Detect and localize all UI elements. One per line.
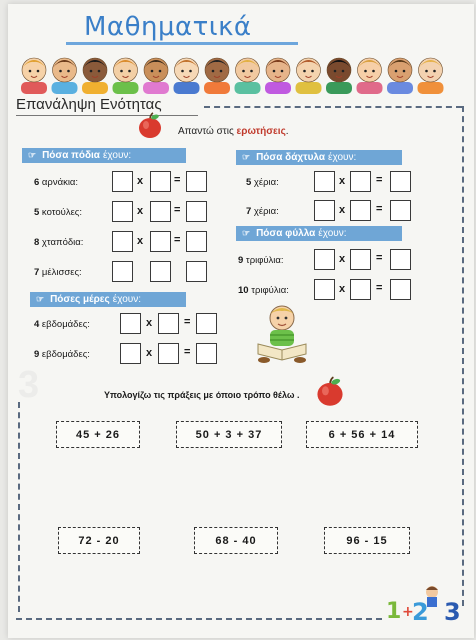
answer-box-factor[interactable]: [350, 249, 371, 270]
page-title: Μαθηματικά: [84, 12, 252, 42]
answer-box-factor[interactable]: [112, 261, 133, 282]
answer-box-result[interactable]: [390, 200, 411, 221]
answer-box-result[interactable]: [186, 201, 207, 222]
answer-box-factor[interactable]: [150, 261, 171, 282]
answer-box-factor[interactable]: [314, 249, 335, 270]
answer-box-factor[interactable]: [120, 343, 141, 364]
section-header-legs: ☞ Πόσα πόδια έχουν:: [22, 148, 186, 163]
logo-digit-2: 2: [412, 598, 429, 624]
calc-problem-5: 68 - 40: [194, 527, 278, 554]
legs-row-1-label: 6 αρνάκια:: [34, 177, 79, 188]
numbers-logo: [384, 584, 468, 624]
times-sign: x: [137, 175, 144, 187]
answer-box-result[interactable]: [390, 249, 411, 270]
answer-box-result[interactable]: [390, 171, 411, 192]
leaves-row-2-label: 10 τριφύλια:: [238, 285, 289, 296]
answer-box-factor[interactable]: [112, 201, 133, 222]
answer-box-factor[interactable]: [314, 279, 335, 300]
times-sign: x: [146, 317, 153, 329]
times-sign: x: [339, 204, 346, 216]
legs-row-4-label: 7 μέλισσες:: [34, 267, 82, 278]
times-sign: x: [137, 235, 144, 247]
equals-sign: =: [184, 346, 191, 358]
children-banner-illustration: [18, 48, 466, 94]
section-header-leaves: ☞ Πόσα φύλλα έχουν:: [236, 226, 402, 241]
answer-box-result[interactable]: [390, 279, 411, 300]
calc-problem-1: 45 + 26: [56, 421, 140, 448]
calculation-instruction: Υπολογίζω τις πράξεις με όποιο τρόπο θέλω .: [104, 390, 300, 400]
answer-box-factor[interactable]: [158, 313, 179, 334]
answer-box-result[interactable]: [196, 313, 217, 334]
faint-background-digit: 3: [18, 364, 40, 406]
section-header-days: ☞ Πόσες μέρες έχουν:: [30, 292, 186, 307]
days-row-1-label: 4 εβδομάδες:: [34, 319, 90, 330]
answer-box-factor[interactable]: [120, 313, 141, 334]
equals-sign: =: [376, 282, 383, 294]
frame-bottom-dash: [16, 618, 382, 620]
answer-box-factor[interactable]: [150, 201, 171, 222]
frame-top-dash: [204, 106, 462, 108]
worksheet-page: [8, 4, 474, 638]
fingers-row-1-label: 5 χέρια:: [246, 177, 279, 188]
pointer-hand-icon: ☞: [242, 152, 251, 162]
calc-problem-3: 6 + 56 + 14: [306, 421, 418, 448]
times-sign: x: [339, 175, 346, 187]
answer-box-factor[interactable]: [112, 231, 133, 252]
legs-row-3-label: 8 χταπόδια:: [34, 237, 84, 248]
answer-box-result[interactable]: [186, 231, 207, 252]
answer-box-factor[interactable]: [112, 171, 133, 192]
calc-problem-6: 96 - 15: [324, 527, 410, 554]
frame-left-dash: [18, 402, 20, 612]
fingers-row-2-label: 7 χέρια:: [246, 206, 279, 217]
pointer-hand-icon: ☞: [242, 228, 251, 238]
reading-child-illustration: [254, 302, 312, 364]
answer-box-result[interactable]: [186, 261, 207, 282]
logo-digit-3: 3: [444, 598, 461, 624]
pointer-hand-icon: ☞: [28, 150, 37, 160]
legs-row-2-label: 5 κοτούλες:: [34, 207, 83, 218]
title-underline: [66, 42, 298, 45]
equals-sign: =: [376, 252, 383, 264]
answer-box-result[interactable]: [186, 171, 207, 192]
subtitle-underline: [16, 115, 198, 116]
times-sign: x: [339, 283, 346, 295]
leaves-row-1-label: 9 τριφύλια:: [238, 255, 284, 266]
answer-box-factor[interactable]: [150, 231, 171, 252]
apple-icon: [136, 112, 164, 140]
instruction-text: Απαντώ στις ερωτήσεις.: [178, 126, 289, 137]
answer-box-factor[interactable]: [314, 171, 335, 192]
calc-problem-4: 72 - 20: [58, 527, 140, 554]
pointer-hand-icon: ☞: [36, 294, 45, 304]
logo-digit-1: 1: [386, 599, 402, 624]
answer-box-factor[interactable]: [350, 200, 371, 221]
answer-box-factor[interactable]: [158, 343, 179, 364]
answer-box-factor[interactable]: [350, 171, 371, 192]
equals-sign: =: [376, 203, 383, 215]
equals-sign: =: [184, 316, 191, 328]
logo-plus: +: [402, 604, 414, 620]
section-header-fingers: ☞ Πόσα δάχτυλα έχουν:: [236, 150, 402, 165]
times-sign: x: [339, 253, 346, 265]
apple-icon: [314, 376, 346, 408]
equals-sign: =: [174, 204, 181, 216]
answer-box-factor[interactable]: [150, 171, 171, 192]
times-sign: x: [146, 347, 153, 359]
section-subtitle: Επανάληψη Ενότητας: [16, 96, 162, 113]
equals-sign: =: [376, 174, 383, 186]
equals-sign: =: [174, 174, 181, 186]
times-sign: x: [137, 205, 144, 217]
answer-box-result[interactable]: [196, 343, 217, 364]
equals-sign: =: [174, 234, 181, 246]
frame-right-dash: [462, 106, 464, 606]
answer-box-factor[interactable]: [314, 200, 335, 221]
calc-problem-2: 50 + 3 + 37: [176, 421, 282, 448]
answer-box-factor[interactable]: [350, 279, 371, 300]
days-row-2-label: 9 εβδομάδες:: [34, 349, 90, 360]
